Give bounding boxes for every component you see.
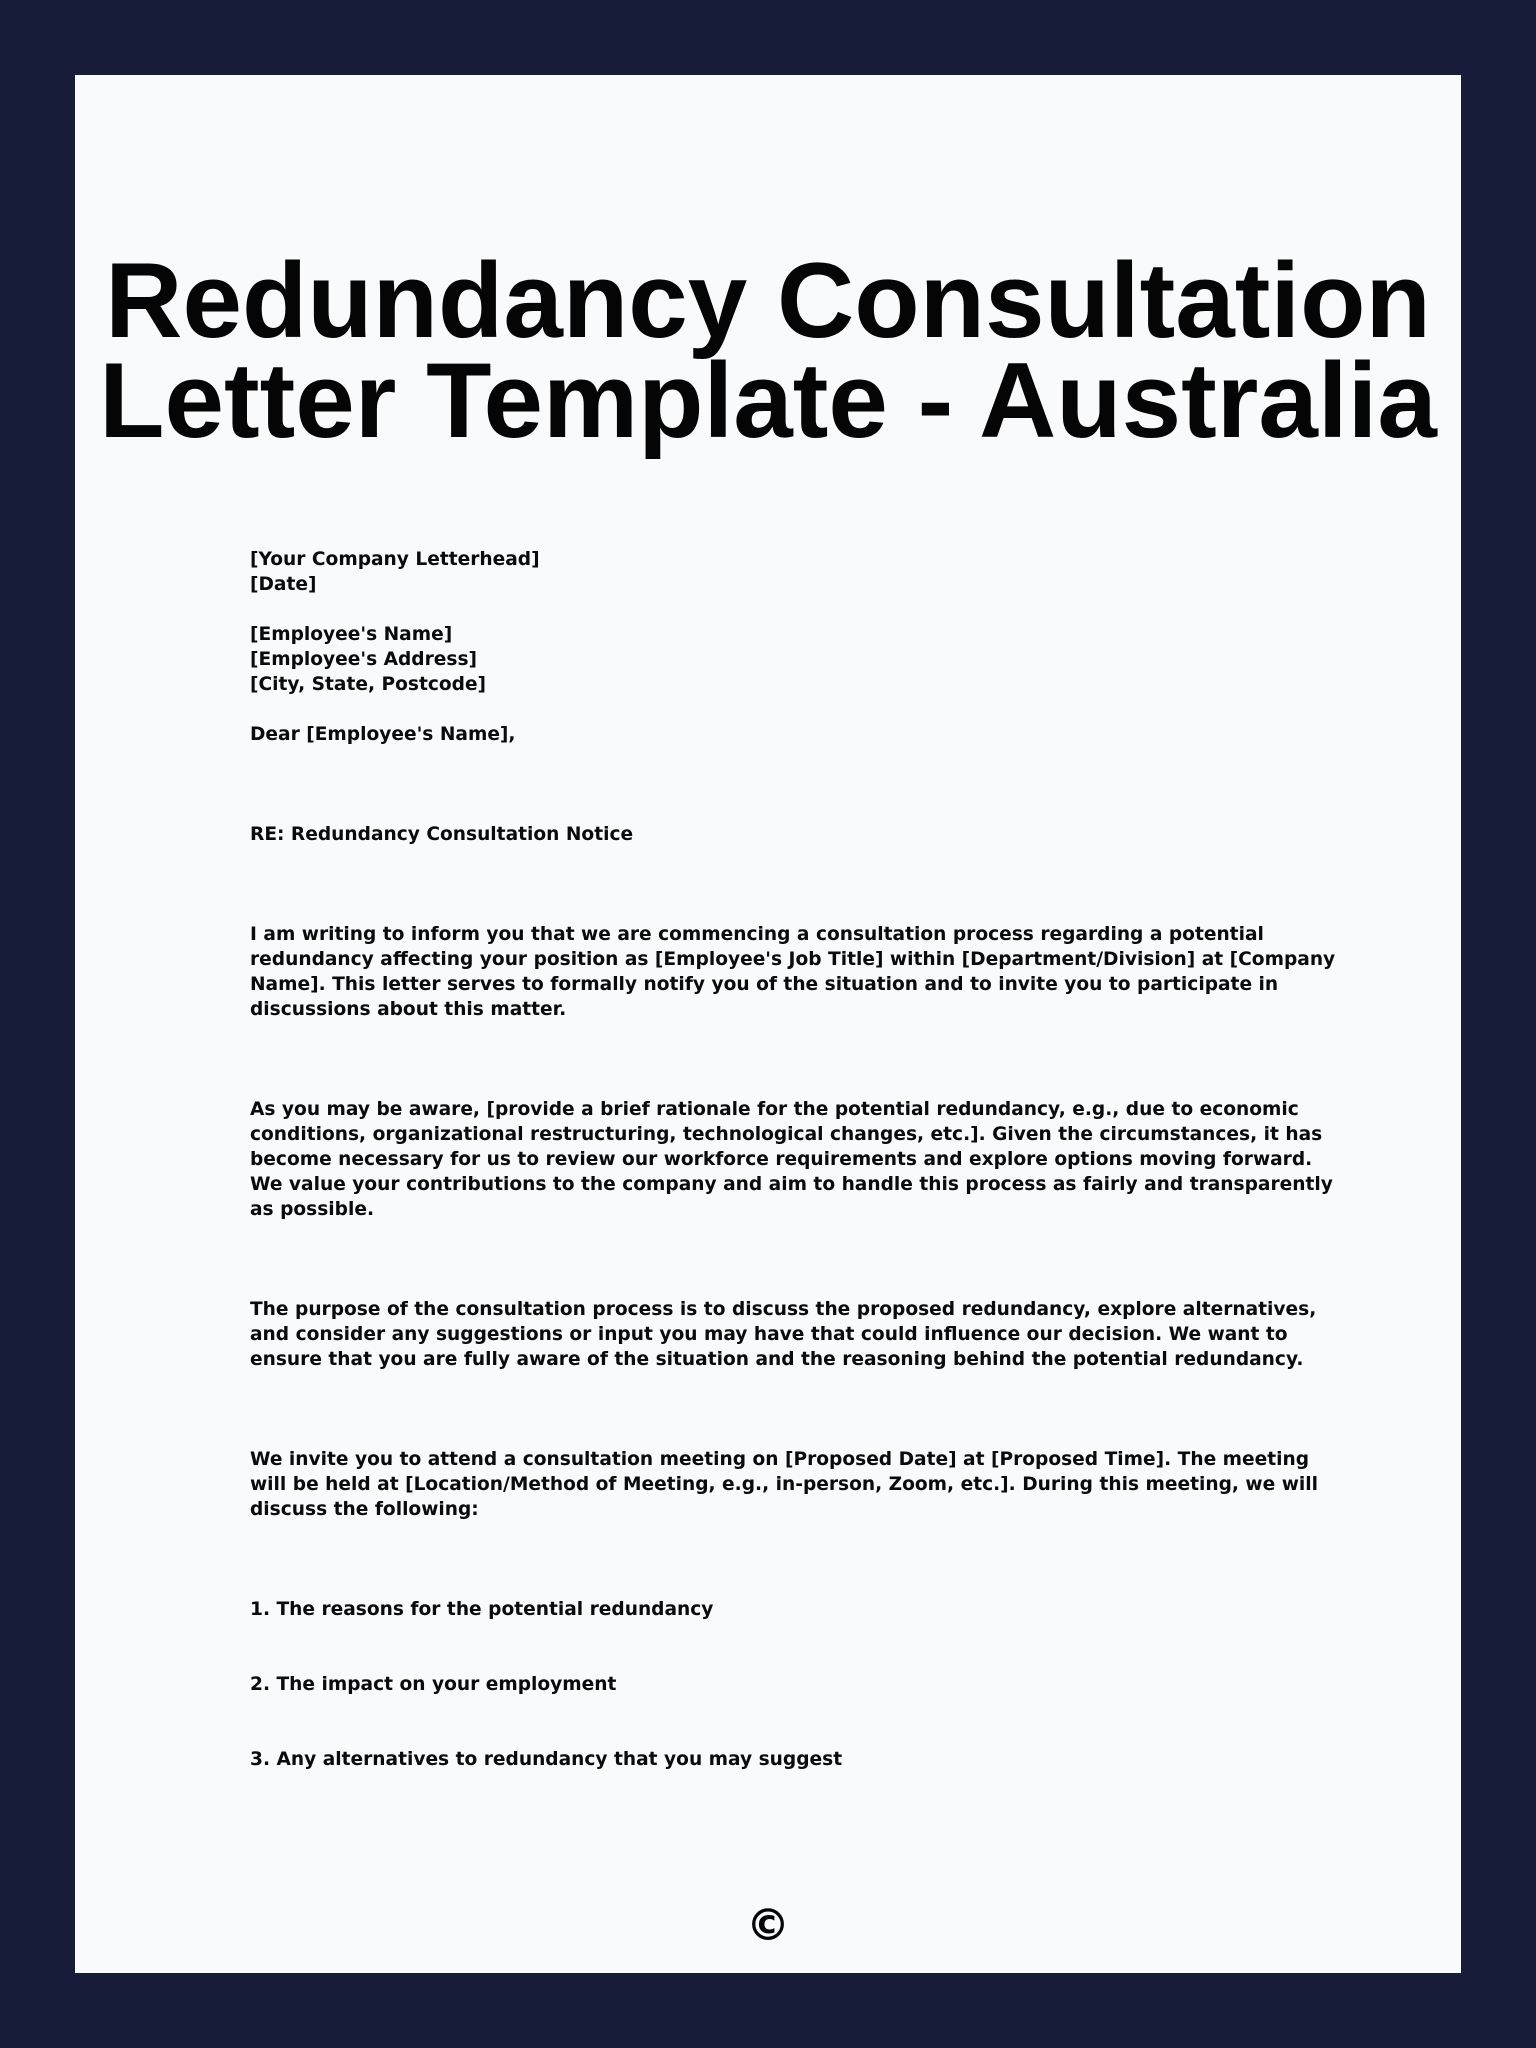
spacer bbox=[250, 847, 1350, 922]
spacer bbox=[250, 1622, 1350, 1672]
page-title bbox=[75, 240, 1461, 460]
recipient-address: [Employee's Address] bbox=[250, 649, 478, 670]
list-item: 3. Any alternatives to redundancy that you may suggest bbox=[250, 1749, 843, 1770]
paragraph-intro: I am writing to inform you that we are commencing a consultation process regarding a potential redundancy affecting your position as [Employee's Job Title] within [Department/Division] at [Company Name]. This letter serves to formally notify you of the situation and to invite you to participate in discussions about this matter. bbox=[250, 924, 1336, 1020]
subject-line: RE: Redundancy Consultation Notice bbox=[250, 824, 634, 845]
title-line-1: Redundancy Consultation bbox=[105, 240, 1431, 360]
list-item: 2. The impact on your employment bbox=[250, 1674, 617, 1695]
spacer bbox=[250, 1372, 1350, 1447]
title-line-2: Letter Template - Australia bbox=[99, 340, 1437, 460]
spacer bbox=[250, 1697, 1350, 1747]
salutation: Dear [Employee's Name], bbox=[250, 724, 516, 745]
list-item: 1. The reasons for the potential redundancy bbox=[250, 1599, 714, 1620]
spacer bbox=[250, 597, 1350, 622]
letterhead-placeholder: [Your Company Letterhead] bbox=[250, 549, 540, 570]
recipient-city: [City, State, Postcode] bbox=[250, 674, 487, 695]
date-placeholder: [Date] bbox=[250, 574, 317, 595]
spacer bbox=[250, 1522, 1350, 1597]
spacer bbox=[250, 1022, 1350, 1097]
recipient-name: [Employee's Name] bbox=[250, 624, 453, 645]
spacer bbox=[250, 747, 1350, 822]
spacer bbox=[250, 1222, 1350, 1297]
document-page bbox=[75, 75, 1461, 1973]
letter-body bbox=[250, 547, 1350, 1772]
spacer bbox=[250, 697, 1350, 722]
paragraph-rationale: As you may be aware, [provide a brief rationale for the potential redundancy, e.g., due to economic conditions, organizational restructuring, technological changes, etc.]. Given the circumstances, it has become necessary for us to review our workforce requirements and explore options moving forward. We value your contributions to the company and aim to handle this process as fairly and transparently as possible. bbox=[250, 1099, 1333, 1220]
paragraph-purpose: The purpose of the consultation process is to discuss the proposed redundancy, explore alternatives, and consider any suggestions or input you may have that could influence our decision. We want to ensure that you are fully aware of the situation and the reasoning behind the potential redundancy. bbox=[250, 1299, 1317, 1370]
copyright-icon: © bbox=[746, 1900, 790, 1951]
paragraph-meeting: We invite you to attend a consultation meeting on [Proposed Date] at [Proposed Time]. The meeting will be held at [Location/Method of Meeting, e.g., in-person, Zoom, etc.]. During this meeting, we will discuss the following: bbox=[250, 1449, 1318, 1520]
